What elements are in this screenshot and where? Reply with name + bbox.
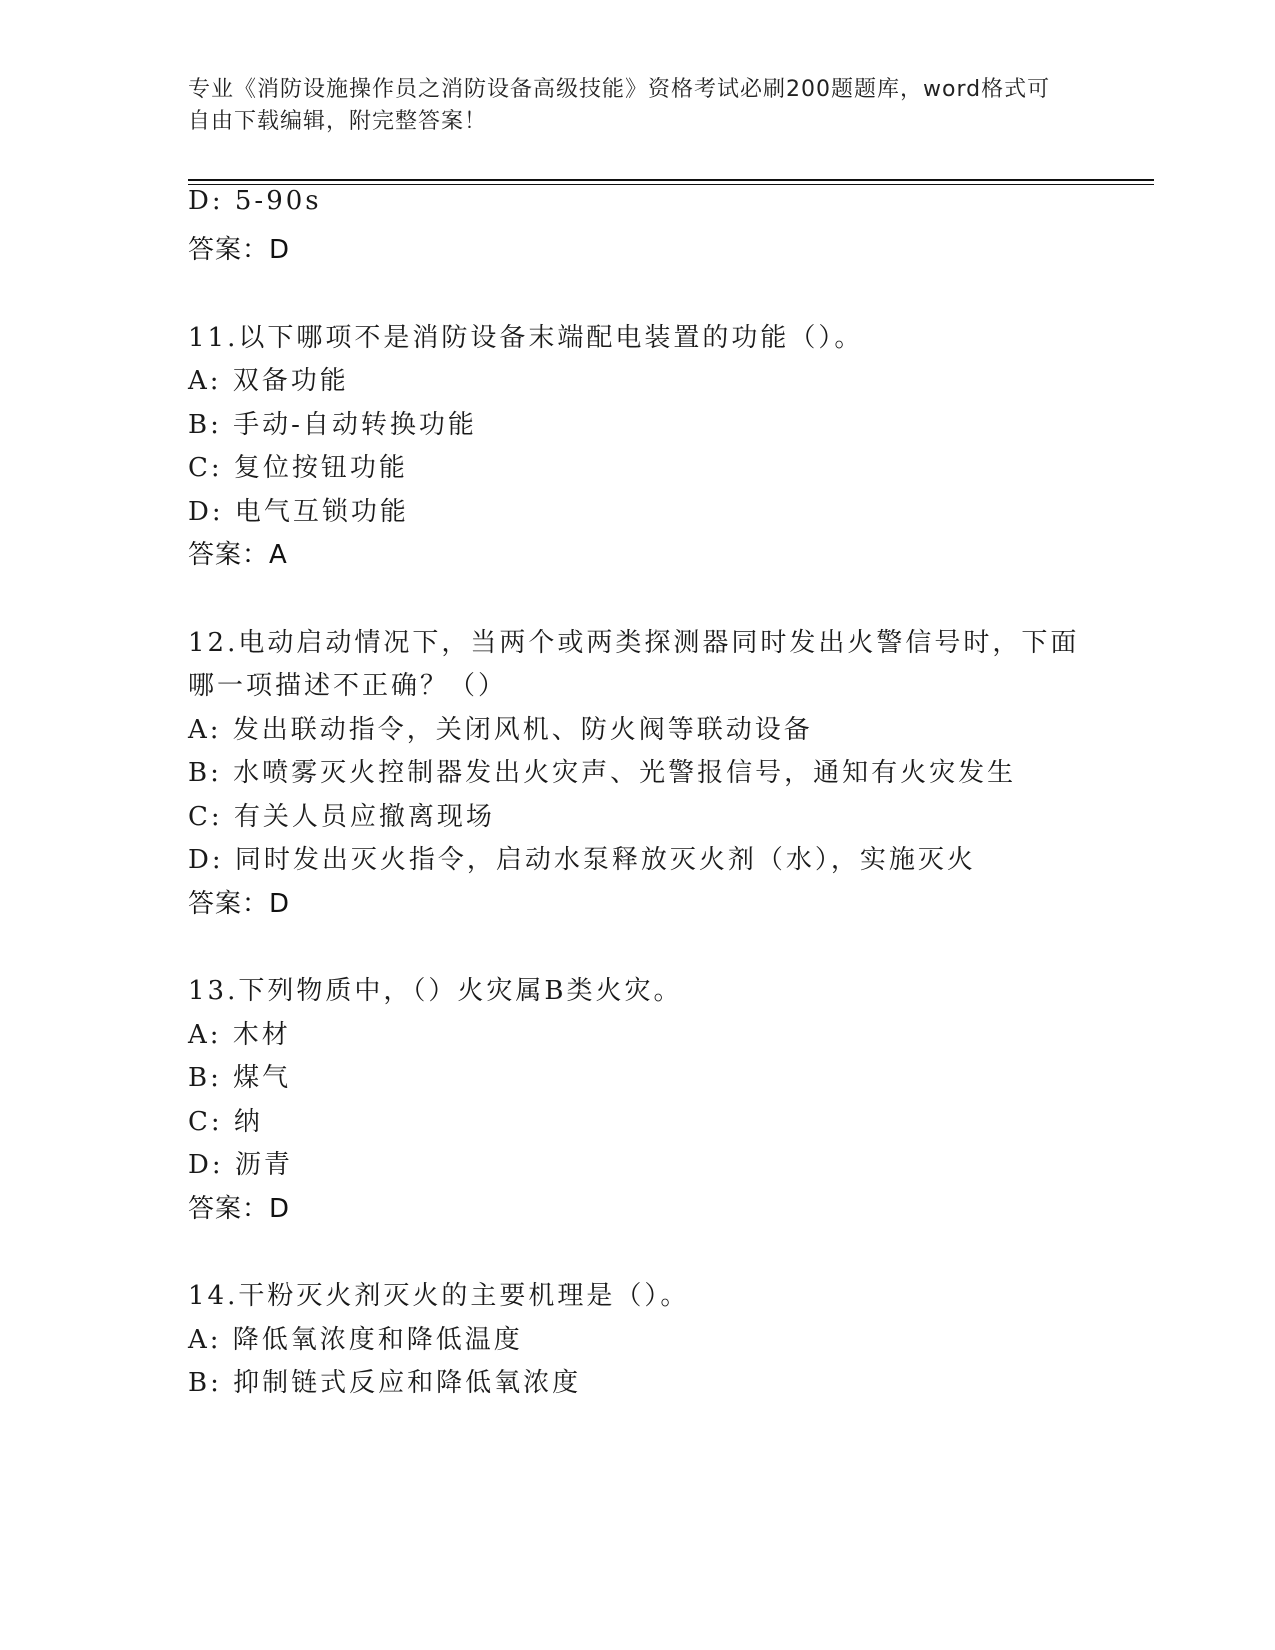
- question-12-stem-line-1: 12.电动启动情况下，当两个或两类探测器同时发出火警信号时，下面: [188, 628, 1080, 658]
- question-11-option-a: A: 双备功能: [188, 366, 349, 396]
- question-12-option-b: B: 水喷雾灭火控制器发出火灾声、光警报信号，通知有火灾发生: [188, 758, 1017, 788]
- question-12-answer: 答案：D: [188, 889, 291, 919]
- question-14-option-b: B: 抑制链式反应和降低氧浓度: [188, 1368, 582, 1398]
- question-13-answer: 答案：D: [188, 1194, 291, 1224]
- header-divider-thin: [188, 184, 1154, 185]
- question-11-stem: 11.以下哪项不是消防设备末端配电装置的功能（）。: [188, 323, 864, 353]
- question-13-option-a: A: 木材: [188, 1020, 291, 1050]
- question-14-stem: 14.干粉灭火剂灭火的主要机理是（）。: [188, 1281, 690, 1311]
- question-11-option-c: C: 复位按钮功能: [188, 453, 408, 483]
- question-14-option-a: A: 降低氧浓度和降低温度: [188, 1325, 523, 1355]
- question-12-stem-line-2: 哪一项描述不正确？（）: [188, 671, 508, 701]
- question-13-option-c: C: 纳: [188, 1107, 263, 1137]
- question-11-option-d: D: 电气互锁功能: [188, 497, 409, 527]
- question-12-option-a: A: 发出联动指令，关闭风机、防火阀等联动设备: [188, 715, 813, 745]
- question-12-option-d: D: 同时发出灭火指令，启动水泵释放灭火剂（水），实施灭火: [188, 845, 976, 875]
- answer-q10: 答案：D: [188, 235, 291, 265]
- question-11-option-b: B: 手动-自动转换功能: [188, 410, 477, 440]
- option-d-q10: D: 5-90s: [188, 186, 322, 216]
- header-divider-thick: [188, 179, 1154, 181]
- question-13-option-d: D: 沥青: [188, 1150, 293, 1180]
- document-header-title: 专业《消防设施操作员之消防设备高级技能》资格考试必刷200题题库，word格式可自由下载编辑，附完整答案！: [188, 77, 1051, 134]
- question-12-option-c: C: 有关人员应撤离现场: [188, 802, 495, 832]
- question-13-stem: 13.下列物质中，（）火灾属B类火灾。: [188, 976, 683, 1006]
- question-11-answer: 答案：A: [188, 540, 288, 570]
- question-13-option-b: B: 煤气: [188, 1063, 292, 1093]
